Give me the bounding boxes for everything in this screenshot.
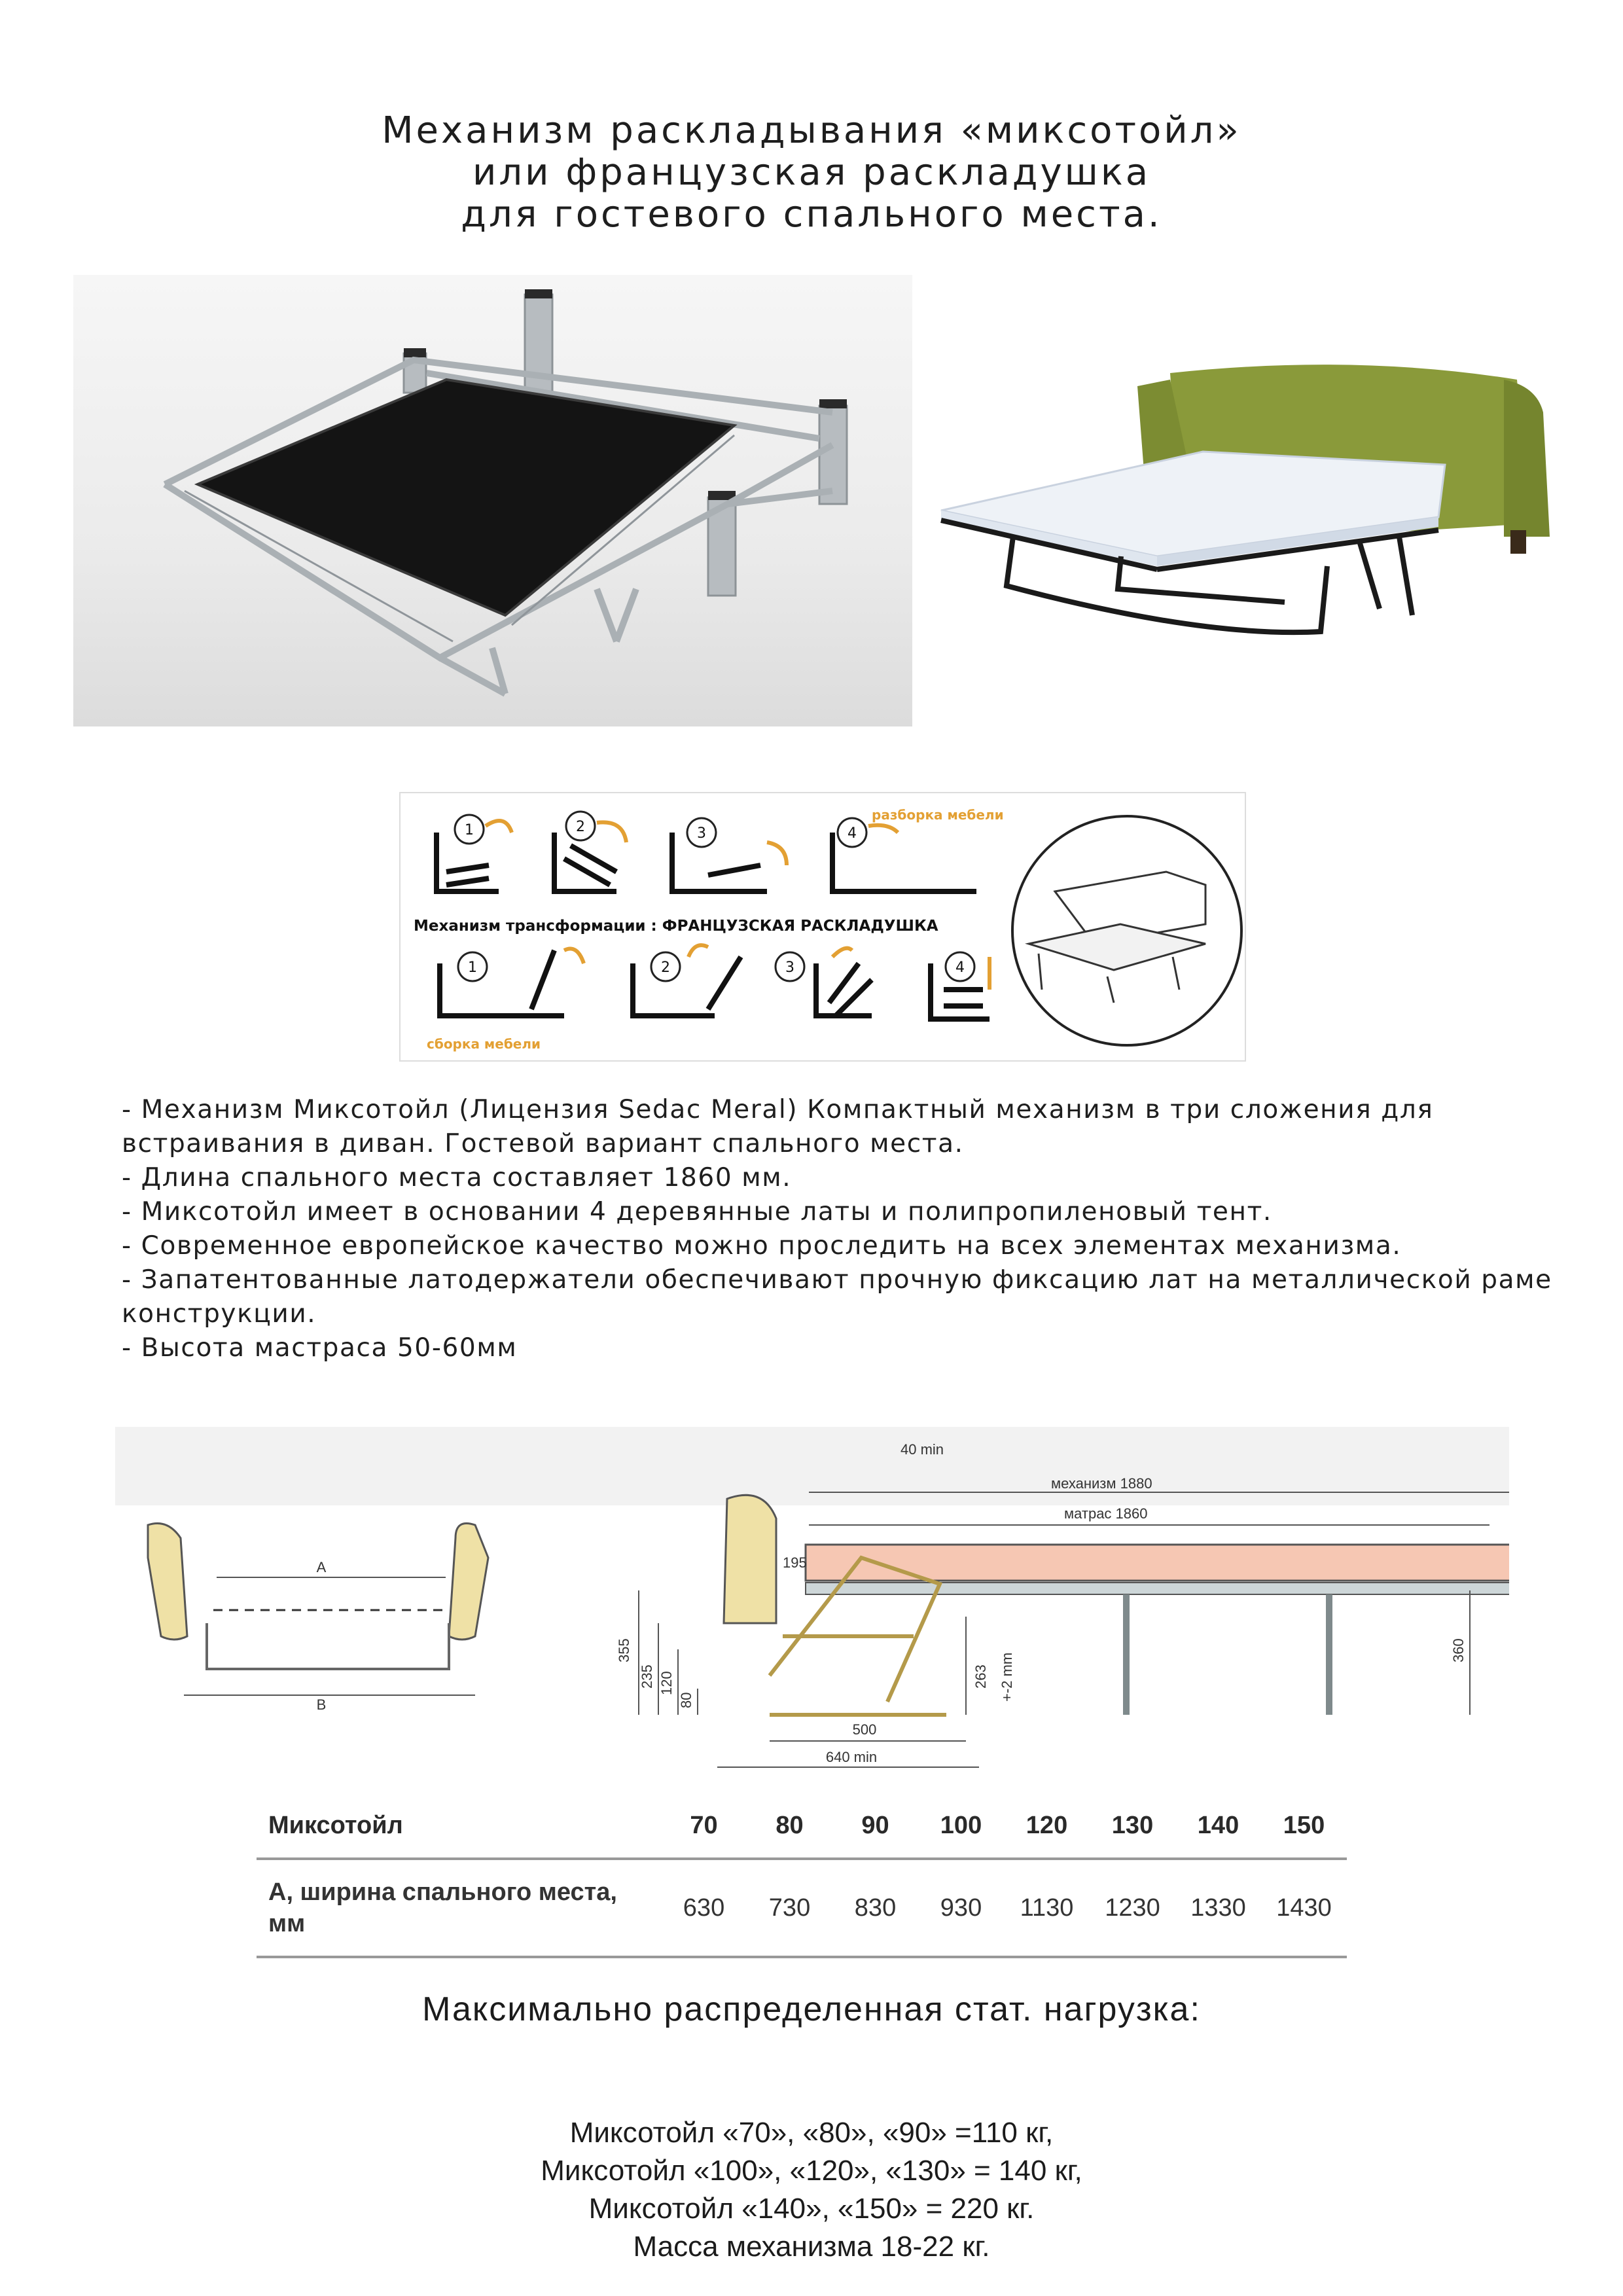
size-cell: 120 bbox=[1004, 1793, 1090, 1859]
table-header-row bbox=[257, 1793, 1347, 1859]
size-cell: 80 bbox=[747, 1793, 832, 1859]
sofa-photo bbox=[928, 340, 1576, 648]
table-header-label: Миксотойл bbox=[257, 1793, 661, 1859]
row-label-line-1: А, ширина спального места, bbox=[268, 1878, 617, 1906]
svg-text:1: 1 bbox=[468, 960, 477, 976]
width-cell: 1330 bbox=[1175, 1859, 1261, 1957]
dim-80: 80 bbox=[678, 1692, 694, 1708]
table-row bbox=[257, 1859, 1347, 1957]
size-cell: 90 bbox=[832, 1793, 918, 1859]
step-1-number: 1 bbox=[465, 822, 474, 838]
svg-text:2: 2 bbox=[661, 960, 670, 976]
width-cell: 1430 bbox=[1261, 1859, 1347, 1957]
sizes-table bbox=[257, 1793, 1347, 1958]
loads-heading: Максимально распределенная стат. нагрузка: bbox=[422, 1990, 1201, 2028]
assembly-label: сборка мебели bbox=[427, 1036, 541, 1052]
dim-235: 235 bbox=[639, 1664, 655, 1689]
description-line: конструкции. bbox=[122, 1299, 317, 1329]
mechanism-frame-illustration bbox=[73, 275, 912, 726]
assembly-steps bbox=[427, 945, 990, 1052]
technical-drawing bbox=[115, 1427, 1509, 1780]
width-cell: 1130 bbox=[1004, 1859, 1090, 1957]
size-cell: 140 bbox=[1175, 1793, 1261, 1859]
dim-mechanism: механизм 1880 bbox=[1051, 1475, 1152, 1492]
step-4-number: 4 bbox=[847, 825, 857, 842]
transformation-diagram bbox=[399, 792, 1246, 1062]
size-cell: 150 bbox=[1261, 1793, 1347, 1859]
load-line: Миксотойл «140», «150» = 220 кг. bbox=[588, 2193, 1035, 2225]
width-cell: 830 bbox=[832, 1859, 918, 1957]
svg-text:3: 3 bbox=[785, 960, 794, 976]
dim-120: 120 bbox=[658, 1671, 675, 1695]
disassembly-label: разборка мебели bbox=[872, 807, 1004, 823]
description-line: - Высота мастраса 50-60мм bbox=[122, 1333, 518, 1363]
dim-195: 195 bbox=[783, 1554, 807, 1571]
title-line-3: для гостевого спального места. bbox=[461, 193, 1162, 236]
description-line: - Современное европейское качество можно проследить на всех элементах механизма. bbox=[122, 1231, 1402, 1261]
step-3-number: 3 bbox=[697, 825, 706, 842]
description bbox=[122, 1093, 1561, 1365]
dim-355: 355 bbox=[616, 1638, 632, 1662]
description-line: - Запатентованные латодержатели обеспечивают прочную фиксацию лат на металлической раме bbox=[122, 1265, 1552, 1295]
description-line: - Механизм Миксотойл (Лицензия Sedac Meral) Компактный механизм в три сложения для bbox=[122, 1095, 1434, 1124]
dim-640min: 640 min bbox=[825, 1749, 878, 1765]
sofa-bed-illustration bbox=[928, 340, 1576, 648]
width-cell: 930 bbox=[918, 1859, 1004, 1957]
row-label-line-2: мм bbox=[268, 1910, 306, 1937]
step-2-number: 2 bbox=[576, 819, 585, 835]
description-line: - Миксотойл имеет в основании 4 деревянные латы и полипропиленовый тент. bbox=[122, 1197, 1272, 1227]
mechanism-label: Механизм трансформации : ФРАНЦУЗСКАЯ РАСКЛАДУШКА bbox=[414, 918, 938, 935]
width-cell: 1230 bbox=[1090, 1859, 1175, 1957]
dim-b-label: B bbox=[316, 1696, 327, 1713]
row-label bbox=[257, 1859, 661, 1957]
size-cell: 70 bbox=[661, 1793, 747, 1859]
sofa-sketch bbox=[1012, 816, 1241, 1045]
cross-section-view bbox=[148, 1524, 488, 1713]
description-line: - Длина спального места составляет 1860 мм. bbox=[122, 1163, 792, 1193]
page-title bbox=[0, 110, 1623, 236]
dim-tolerance: +-2 mm bbox=[999, 1652, 1015, 1702]
dim-40min: 40 min bbox=[901, 1441, 944, 1458]
size-cell: 130 bbox=[1090, 1793, 1175, 1859]
size-cell: 100 bbox=[918, 1793, 1004, 1859]
load-line: Миксотойл «100», «120», «130» = 140 кг, bbox=[541, 2155, 1082, 2187]
width-cell: 630 bbox=[661, 1859, 747, 1957]
svg-text:4: 4 bbox=[955, 960, 965, 976]
dim-263: 263 bbox=[972, 1664, 989, 1689]
title-line-2: или французская раскладушка bbox=[472, 151, 1151, 194]
description-line: встраивания в диван. Гостевой вариант спального места. bbox=[122, 1129, 964, 1158]
mechanism-photo bbox=[73, 275, 912, 726]
mechanism-mass: Масса механизма 18-22 кг. bbox=[633, 2231, 990, 2263]
dim-mattress: матрас 1860 bbox=[1064, 1505, 1148, 1522]
dim-360: 360 bbox=[1450, 1638, 1467, 1662]
loads-list bbox=[0, 2114, 1623, 2228]
disassembly-steps bbox=[437, 807, 1004, 891]
dim-a-label: A bbox=[316, 1559, 327, 1575]
width-cell: 730 bbox=[747, 1859, 832, 1957]
title-line-1: Механизм раскладывания «миксотойл» bbox=[382, 109, 1241, 152]
dim-500: 500 bbox=[852, 1721, 877, 1738]
load-line: Миксотойл «70», «80», «90» =110 кг, bbox=[569, 2117, 1054, 2149]
